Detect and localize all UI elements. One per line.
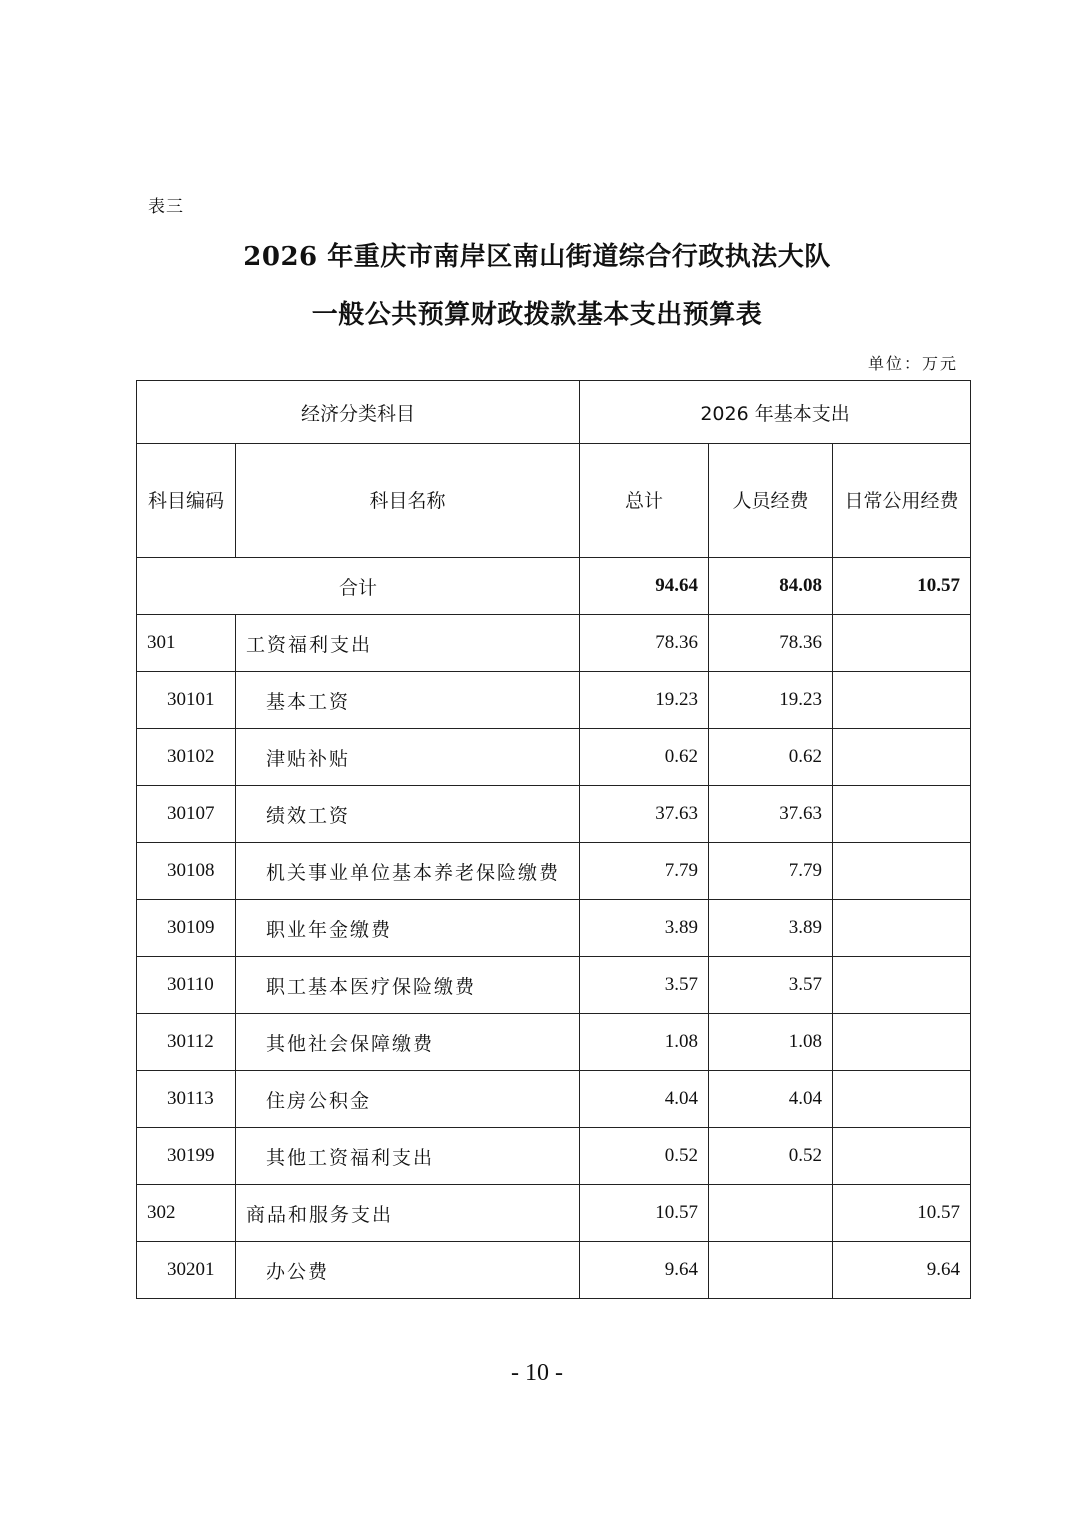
row-personnel: 0.62 xyxy=(709,729,833,786)
table-row xyxy=(137,1014,971,1071)
row-total: 4.04 xyxy=(580,1071,709,1128)
table-row xyxy=(137,900,971,957)
row-name: 其他社会保障缴费 xyxy=(236,1014,580,1071)
row-name: 住房公积金 xyxy=(236,1071,580,1128)
row-total: 1.08 xyxy=(580,1014,709,1071)
row-public xyxy=(833,1014,971,1071)
row-personnel: 1.08 xyxy=(709,1014,833,1071)
row-code: 30112 xyxy=(137,1014,236,1071)
row-code: 30107 xyxy=(137,786,236,843)
row-code: 301 xyxy=(137,615,236,672)
row-public xyxy=(833,1071,971,1128)
row-public xyxy=(833,672,971,729)
row-total: 10.57 xyxy=(580,1185,709,1242)
header-basic-expense: 2026 年基本支出 xyxy=(580,381,971,444)
row-code: 30101 xyxy=(137,672,236,729)
row-total: 0.52 xyxy=(580,1128,709,1185)
table-row xyxy=(137,957,971,1014)
total-public: 10.57 xyxy=(833,558,971,615)
page-number: - 10 - xyxy=(511,1360,563,1386)
total-personnel: 84.08 xyxy=(709,558,833,615)
row-public xyxy=(833,786,971,843)
table-row xyxy=(137,843,971,900)
total-sum: 94.64 xyxy=(580,558,709,615)
row-name: 商品和服务支出 xyxy=(236,1185,580,1242)
row-public xyxy=(833,900,971,957)
unit-label: 单位：万元 xyxy=(867,354,958,373)
header-row-sub xyxy=(137,444,971,558)
row-name: 津贴补贴 xyxy=(236,729,580,786)
header-row-top xyxy=(137,381,971,444)
document-title-line-2: 一般公共预算财政拨款基本支出预算表 xyxy=(311,300,763,330)
row-code: 302 xyxy=(137,1185,236,1242)
table-row xyxy=(137,1071,971,1128)
header-total: 总计 xyxy=(580,444,709,558)
header-code: 科目编码 xyxy=(137,444,236,558)
row-total: 37.63 xyxy=(580,786,709,843)
row-name: 基本工资 xyxy=(236,672,580,729)
row-personnel: 0.52 xyxy=(709,1128,833,1185)
row-name: 职工基本医疗保险缴费 xyxy=(236,957,580,1014)
row-code: 30199 xyxy=(137,1128,236,1185)
header-personnel: 人员经费 xyxy=(709,444,833,558)
row-code: 30108 xyxy=(137,843,236,900)
row-code: 30110 xyxy=(137,957,236,1014)
row-code: 30102 xyxy=(137,729,236,786)
row-personnel: 19.23 xyxy=(709,672,833,729)
table-row xyxy=(137,729,971,786)
row-name: 机关事业单位基本养老保险缴费 xyxy=(236,843,580,900)
total-label: 合计 xyxy=(137,558,580,615)
table-row xyxy=(137,786,971,843)
row-total: 19.23 xyxy=(580,672,709,729)
row-public xyxy=(833,615,971,672)
row-personnel: 3.57 xyxy=(709,957,833,1014)
row-public xyxy=(833,1128,971,1185)
budget-table xyxy=(136,380,971,1299)
row-total: 78.36 xyxy=(580,615,709,672)
table-row xyxy=(137,1128,971,1185)
row-public: 9.64 xyxy=(833,1242,971,1299)
row-personnel: 7.79 xyxy=(709,843,833,900)
row-public: 10.57 xyxy=(833,1185,971,1242)
row-personnel: 37.63 xyxy=(709,786,833,843)
row-total: 3.57 xyxy=(580,957,709,1014)
row-name: 其他工资福利支出 xyxy=(236,1128,580,1185)
row-code: 30109 xyxy=(137,900,236,957)
row-public xyxy=(833,729,971,786)
table-row xyxy=(137,1185,971,1242)
row-total: 0.62 xyxy=(580,729,709,786)
header-name: 科目名称 xyxy=(236,444,580,558)
row-personnel: 78.36 xyxy=(709,615,833,672)
row-code: 30201 xyxy=(137,1242,236,1299)
total-row xyxy=(137,558,971,615)
row-personnel xyxy=(709,1185,833,1242)
row-name: 办公费 xyxy=(236,1242,580,1299)
row-name: 绩效工资 xyxy=(236,786,580,843)
row-name: 工资福利支出 xyxy=(236,615,580,672)
row-code: 30113 xyxy=(137,1071,236,1128)
row-public xyxy=(833,843,971,900)
row-total: 9.64 xyxy=(580,1242,709,1299)
row-personnel: 4.04 xyxy=(709,1071,833,1128)
row-name: 职业年金缴费 xyxy=(236,900,580,957)
header-public: 日常公用经费 xyxy=(833,444,971,558)
table-label: 表三 xyxy=(148,197,184,217)
table-row xyxy=(137,672,971,729)
header-econ-category: 经济分类科目 xyxy=(137,381,580,444)
row-personnel: 3.89 xyxy=(709,900,833,957)
table-row xyxy=(137,1242,971,1299)
table-row xyxy=(137,615,971,672)
row-total: 7.79 xyxy=(580,843,709,900)
row-personnel xyxy=(709,1242,833,1299)
document-title-line-1: 2026 年重庆市南岸区南山街道综合行政执法大队 xyxy=(243,242,831,272)
row-total: 3.89 xyxy=(580,900,709,957)
row-public xyxy=(833,957,971,1014)
